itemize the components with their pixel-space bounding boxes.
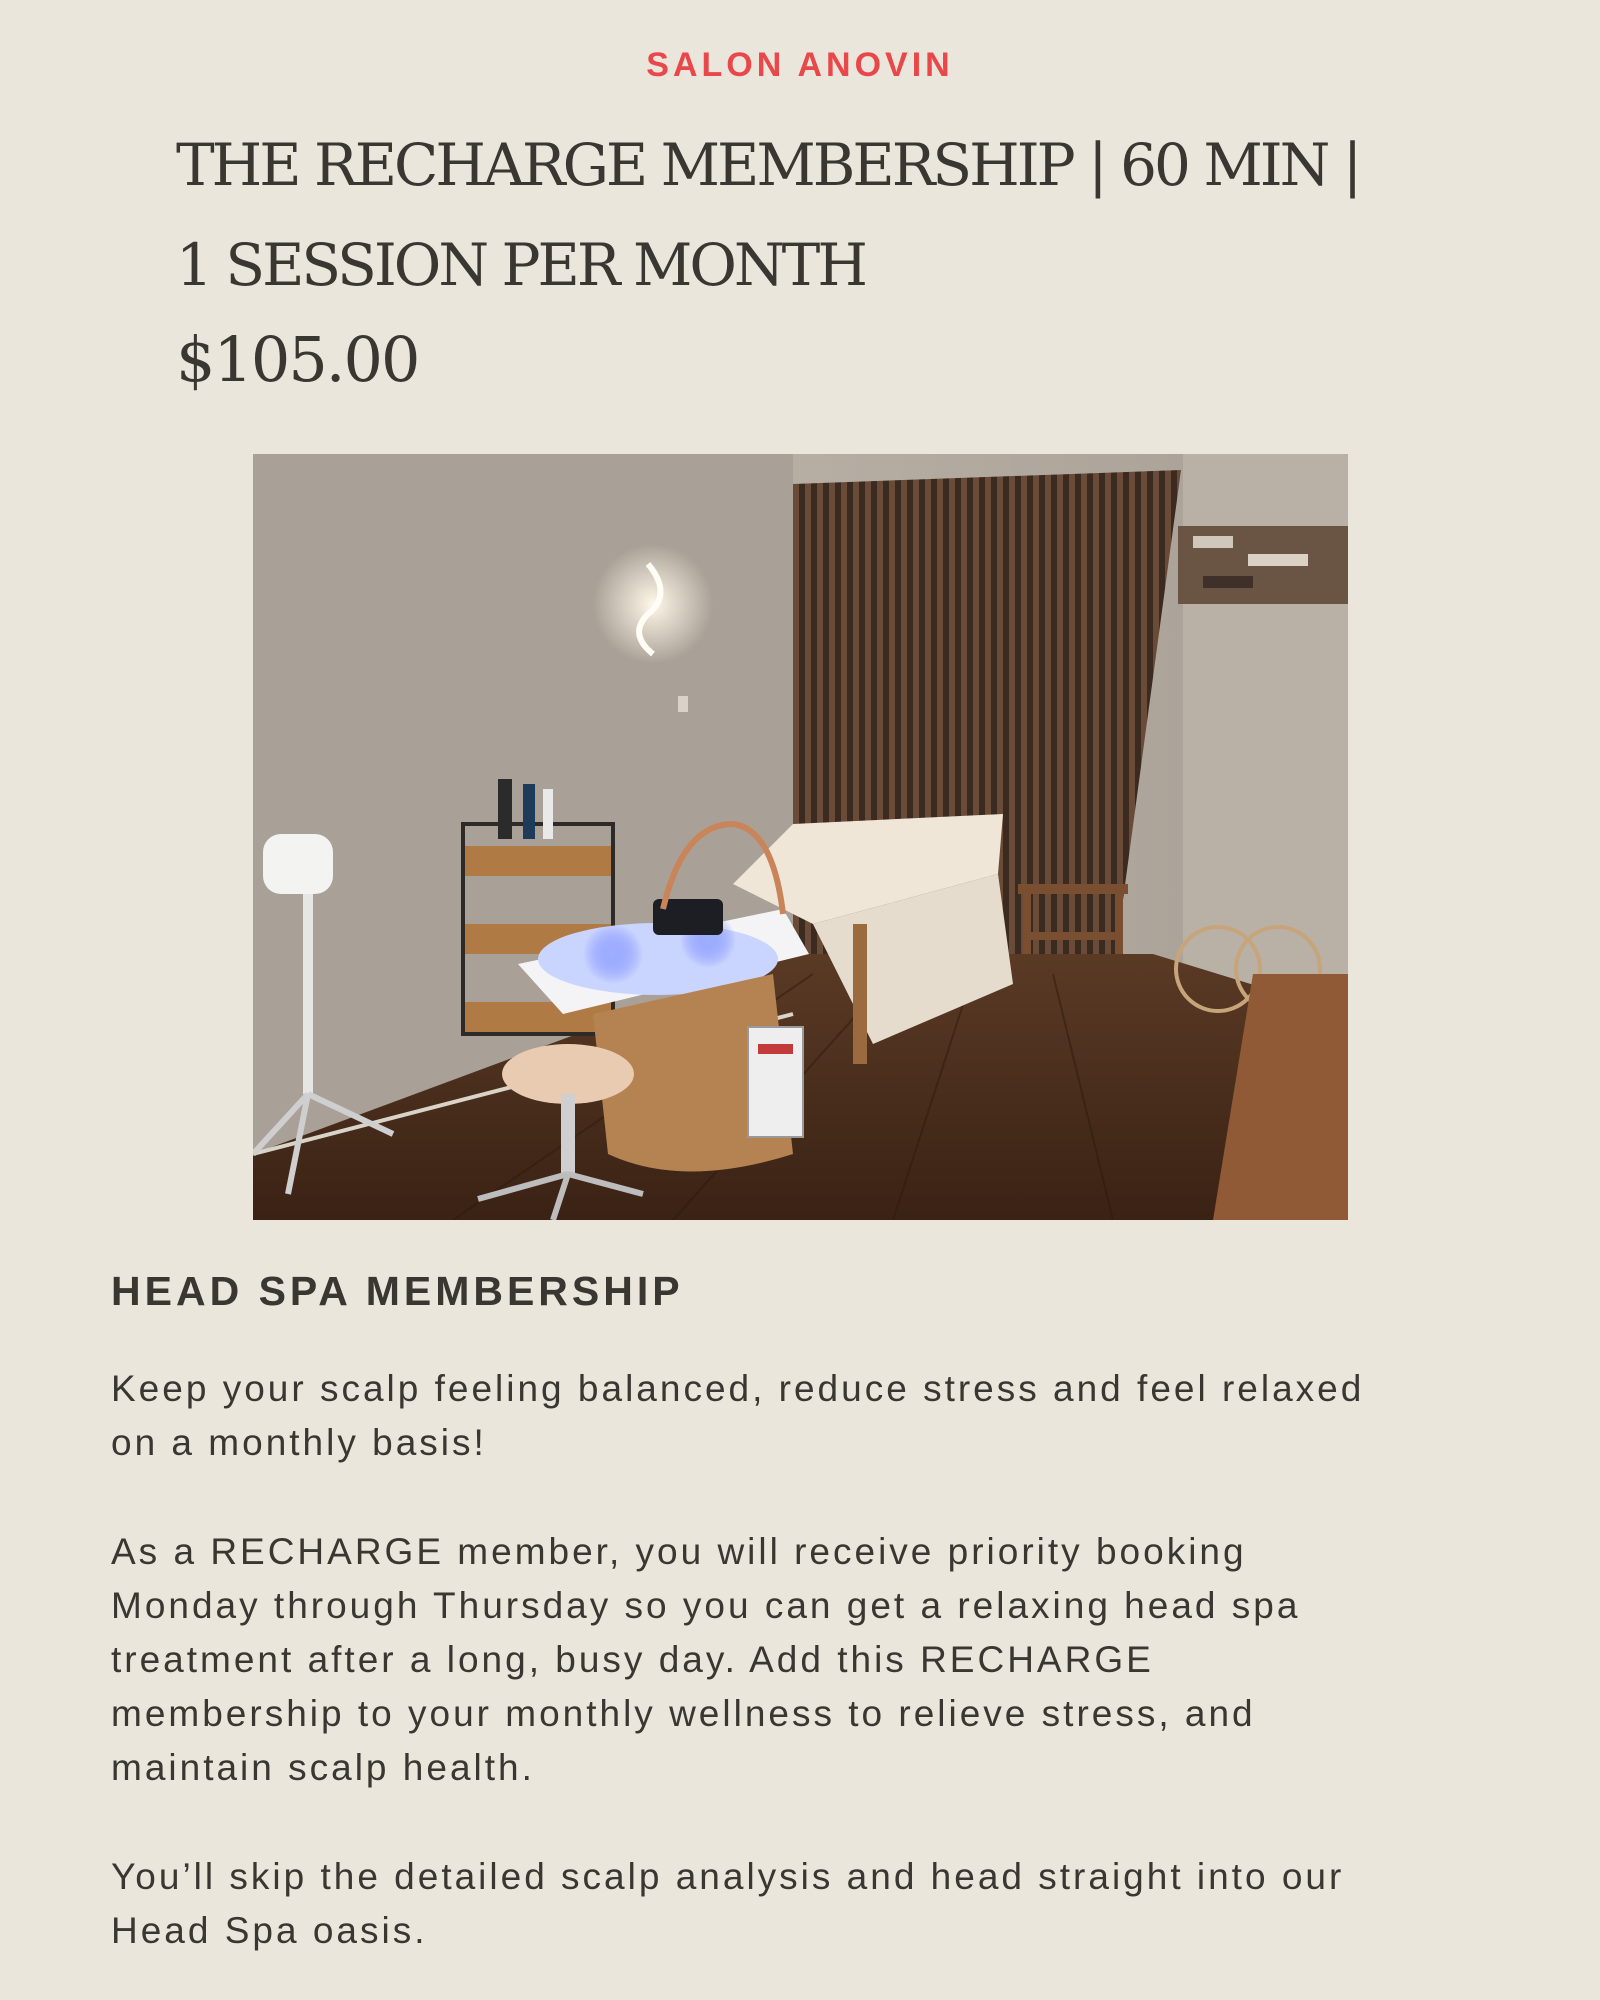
- description-line: on a monthly basis!: [111, 1422, 487, 1463]
- description-paragraph-1: [111, 1362, 1511, 1470]
- product-title: [176, 115, 1456, 315]
- description-line: Monday through Thursday so you can get a relaxing head spa: [111, 1585, 1301, 1626]
- description-line: Head Spa oasis.: [111, 1910, 428, 1951]
- product-header: [176, 115, 1456, 405]
- description-line: You’ll skip the detailed scalp analysis and head straight into our: [111, 1856, 1345, 1897]
- product-photo[interactable]: [253, 454, 1348, 1220]
- description-line: maintain scalp health.: [111, 1747, 535, 1788]
- description-line: membership to your monthly wellness to relieve stress, and: [111, 1693, 1256, 1734]
- description-paragraph-3: [111, 1850, 1511, 1958]
- description-line: Keep your scalp feeling balanced, reduce stress and feel relaxed: [111, 1368, 1365, 1409]
- product-title-line-1: THE RECHARGE MEMBERSHIP | 60 MIN |: [176, 131, 1360, 199]
- brand-logo-link[interactable]: SALON ANOVIN: [646, 46, 954, 84]
- section-heading: HEAD SPA MEMBERSHIP: [111, 1268, 684, 1314]
- product-price: $105.00: [176, 323, 419, 396]
- product-title-line-2: 1 SESSION PER MONTH: [176, 231, 865, 299]
- description-line: treatment after a long, busy day. Add this RECHARGE: [111, 1639, 1154, 1680]
- treatment-room-illustration: [253, 454, 1348, 1220]
- description-paragraph-2: [111, 1525, 1511, 1795]
- description-line: As a RECHARGE member, you will receive priority booking: [111, 1531, 1247, 1572]
